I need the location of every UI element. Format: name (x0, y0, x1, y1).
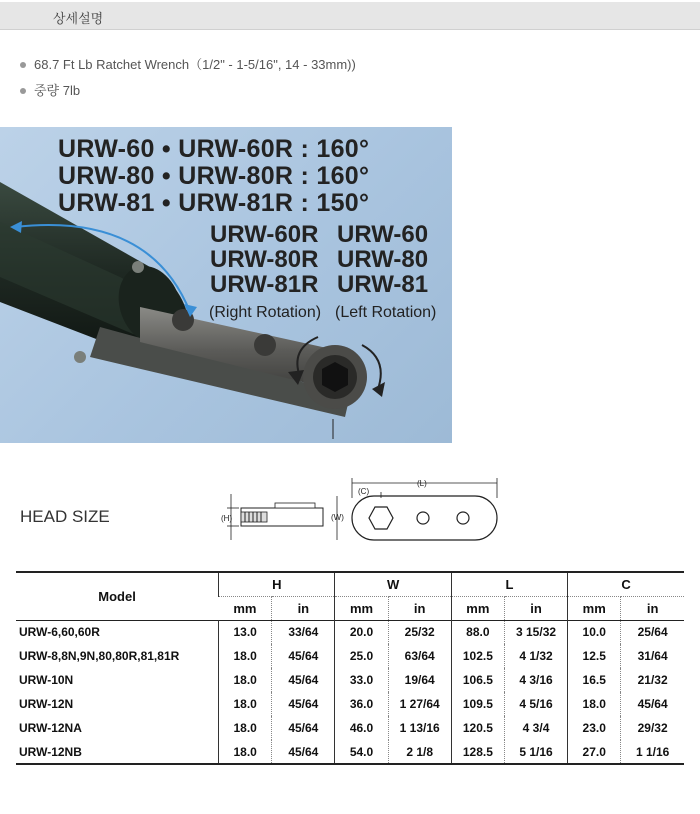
dim-l-label: (L) (417, 479, 427, 488)
left-model: URW-60 (337, 221, 429, 248)
model-cell: URW-10N (19, 673, 74, 687)
unit-mm: mm (335, 596, 388, 620)
l-in-cell: 5 1/16 (504, 740, 567, 764)
model-cell: URW-6,60,60R (19, 625, 100, 640)
w-mm-cell: 54.0 (335, 740, 388, 764)
l-mm-cell: 102.5 (451, 644, 504, 668)
unit-mm: mm (219, 596, 272, 620)
left-model: URW-80 (337, 246, 429, 273)
right-rotation-label: (Right Rotation) (209, 304, 322, 321)
h-mm-cell: 18.0 (219, 644, 272, 668)
spec-bullets (20, 52, 356, 104)
h-mm-cell: 18.0 (219, 716, 272, 740)
h-mm-cell: 18.0 (219, 740, 272, 764)
h-in-cell: 45/64 (272, 644, 335, 668)
c-in-cell: 21/32 (621, 668, 684, 692)
h-mm-cell: 13.0 (219, 620, 272, 644)
table-row (16, 668, 684, 692)
c-in-cell: 29/32 (621, 716, 684, 740)
unit-in: in (504, 596, 567, 620)
group-header-w: W (335, 572, 451, 596)
h-in-cell: 33/64 (272, 620, 335, 644)
l-mm-cell: 120.5 (451, 716, 504, 740)
h-in-cell: 45/64 (272, 740, 335, 764)
l-in-cell: 4 3/4 (504, 716, 567, 740)
product-photo (0, 127, 452, 443)
h-in-cell: 45/64 (272, 668, 335, 692)
spec-table (16, 571, 684, 765)
c-mm-cell: 18.0 (568, 692, 621, 716)
h-mm-cell: 18.0 (219, 668, 272, 692)
c-mm-cell: 27.0 (568, 740, 621, 764)
l-mm-cell: 128.5 (451, 740, 504, 764)
table-row (16, 716, 684, 740)
l-mm-cell: 109.5 (451, 692, 504, 716)
table-row (16, 644, 684, 668)
l-in-cell: 4 5/16 (504, 692, 567, 716)
head-size-label: HEAD SIZE (20, 507, 110, 526)
table-header-row (16, 572, 684, 596)
dim-c-label: (C) (358, 487, 370, 496)
right-model: URW-80R (210, 246, 319, 273)
group-header-h: H (219, 572, 335, 596)
model-cell: URW-12NA (19, 721, 82, 735)
w-in-cell: 63/64 (388, 644, 451, 668)
angle-line: URW-81 • URW-81R : 150° (58, 189, 370, 217)
h-mm-cell: 18.0 (219, 692, 272, 716)
left-model: URW-81 (337, 271, 429, 298)
w-in-cell: 1 13/16 (388, 716, 451, 740)
w-mm-cell: 20.0 (335, 620, 388, 644)
unit-in: in (621, 596, 684, 620)
l-in-cell: 4 3/16 (504, 668, 567, 692)
unit-mm: mm (568, 596, 621, 620)
table-row (16, 692, 684, 716)
bullet-item (20, 78, 356, 104)
w-mm-cell: 25.0 (335, 644, 388, 668)
w-mm-cell: 33.0 (335, 668, 388, 692)
model-cell: URW-8,8N,9N,80,80R,81,81R (19, 649, 180, 663)
side-view (221, 494, 323, 540)
model-cell: URW-12NB (19, 744, 82, 759)
model-cell: URW-12N (19, 697, 74, 711)
c-in-cell: 45/64 (621, 692, 684, 716)
w-in-cell: 25/32 (388, 620, 451, 644)
l-in-cell: 4 1/32 (504, 644, 567, 668)
bullet-dot-icon (20, 62, 26, 68)
angle-line: URW-80 • URW-80R : 160° (58, 162, 370, 190)
l-in-cell: 3 15/32 (504, 620, 567, 644)
bullet-text: 중량 7lb (34, 83, 81, 98)
bullet-item (20, 52, 356, 78)
w-in-cell: 1 27/64 (388, 692, 451, 716)
c-mm-cell: 16.5 (568, 668, 621, 692)
w-in-cell: 19/64 (388, 668, 451, 692)
table-row (16, 740, 684, 764)
unit-mm: mm (451, 596, 504, 620)
h-in-cell: 45/64 (272, 716, 335, 740)
head-size-diagram (215, 470, 505, 550)
c-mm-cell: 10.0 (568, 620, 621, 644)
left-rotation-label: (Left Rotation) (335, 304, 437, 321)
unit-in: in (388, 596, 451, 620)
c-in-cell: 1 1/16 (621, 740, 684, 764)
dim-h-label: (H) (221, 514, 233, 523)
group-header-c: C (568, 572, 684, 596)
bullet-dot-icon (20, 88, 26, 94)
c-mm-cell: 23.0 (568, 716, 621, 740)
section-header (0, 2, 700, 30)
c-mm-cell: 12.5 (568, 644, 621, 668)
bullet-text: 68.7 Ft Lb Ratchet Wrench（1/2" - 1-5/16", 14 - 33mm)) (34, 57, 356, 72)
top-view (331, 478, 497, 540)
group-header-l: L (451, 572, 567, 596)
section-title: 상세설명 (53, 12, 104, 27)
w-mm-cell: 46.0 (335, 716, 388, 740)
model-header: Model (98, 588, 136, 604)
unit-in: in (272, 596, 335, 620)
l-mm-cell: 88.0 (451, 620, 504, 644)
c-in-cell: 31/64 (621, 644, 684, 668)
right-model: URW-81R (210, 271, 319, 298)
angle-line: URW-60 • URW-60R : 160° (58, 135, 370, 163)
table-row (16, 620, 684, 644)
w-in-cell: 2 1/8 (388, 740, 451, 764)
l-mm-cell: 106.5 (451, 668, 504, 692)
c-in-cell: 25/64 (621, 620, 684, 644)
h-in-cell: 45/64 (272, 692, 335, 716)
dim-w-label: (W) (331, 513, 344, 522)
w-mm-cell: 36.0 (335, 692, 388, 716)
right-model: URW-60R (210, 221, 319, 248)
